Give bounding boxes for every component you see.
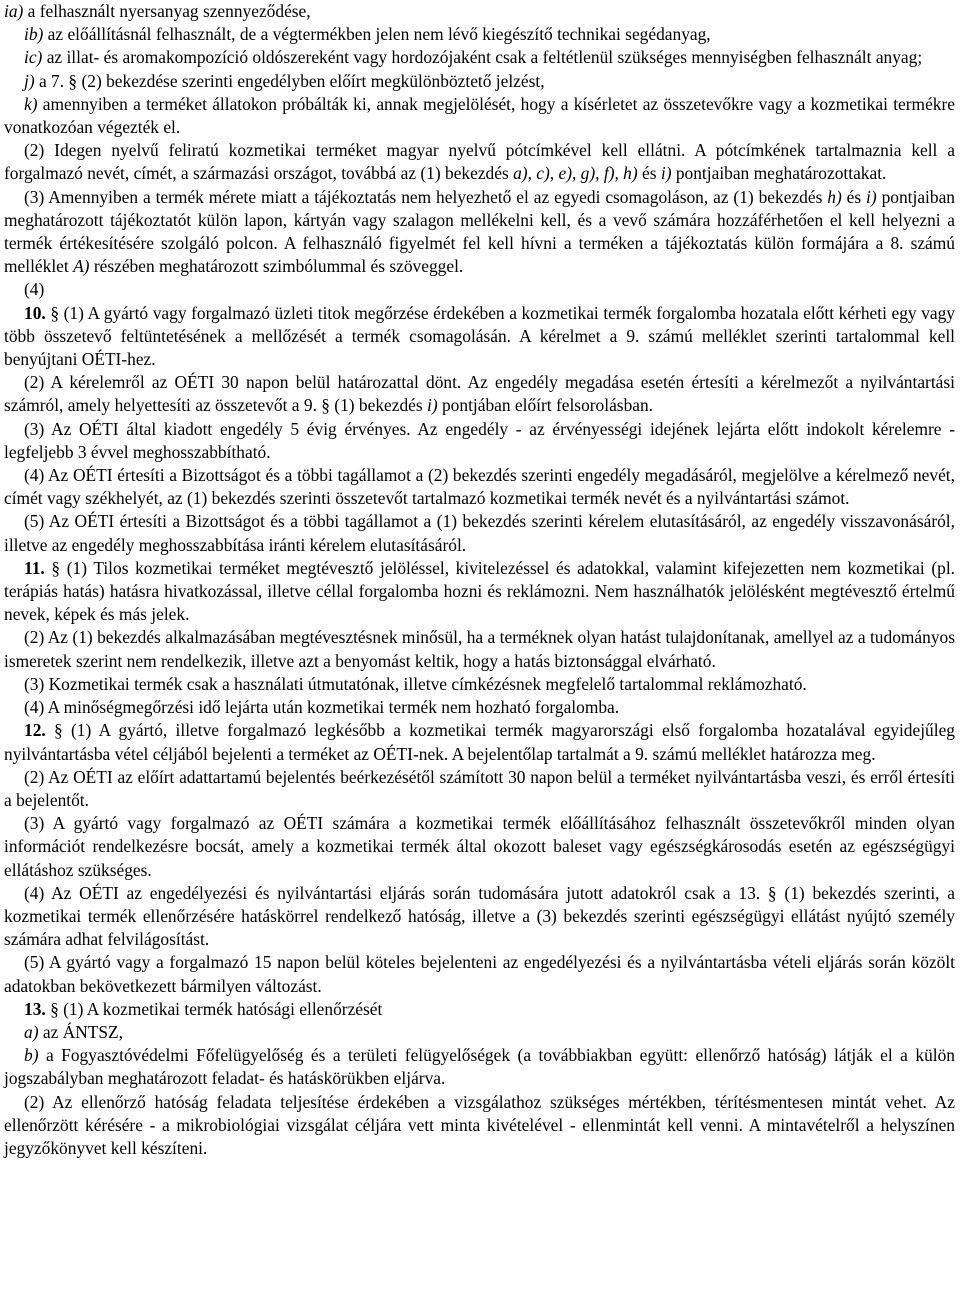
point-label: j) xyxy=(24,70,35,91)
paragraph-text: az előállításnál felhasznált, de a végtermékben jelen nem lévő kiegészítő technikai segédanyag, xyxy=(43,24,711,45)
paragraph xyxy=(4,418,955,464)
paragraph-text: § (1) Tilos kozmetikai terméket megtévesztő jelöléssel, kivitelezéssel és adatokkal, valamint kifejezetten nem kozmetikai (pl. terápiás hatás) hatásra hivatkozással, illetve céllal forgalomba hozni és reklámozni. Nem használhatók jelölésként megtévesztő értelmű nevek, képek és más jelek. xyxy=(4,557,955,625)
paragraph xyxy=(4,557,955,627)
paragraph xyxy=(4,696,955,719)
paragraph-text: pontjában előírt felsorolásban. xyxy=(437,395,654,416)
paragraph-text: (3) A gyártó vagy forgalmazó az OÉTI számára a kozmetikai termék előállításához felhasznált összetevőkről minden olyan információt rendelkezésre bocsát, amely a kozmetikai termék által okozott baleset vagy egészségkárosodás esetén az egészségügyi ellátáshoz szükséges. xyxy=(4,813,955,880)
paragraph-text: pontjaiban meghatározottakat. xyxy=(671,163,887,184)
paragraph-text: (4) Az OÉTI az engedélyezési és nyilvántartási eljárás során tudomására jutott adatokról csak a 13. § (1) bekezdés szerinti, a kozmetikai termék ellenőrzésére hatáskörrel rendelkező hatóság, illetve a (3) bekezdés szerinti egészségügyi ellátást nyújtó személy számára adhat felvilágosítást. xyxy=(4,882,955,950)
point-label: ib) xyxy=(24,24,44,45)
point-label: ia) xyxy=(4,1,24,21)
paragraph-text: (5) Az OÉTI értesíti a Bizottságot és a többi tagállamot a (1) bekezdés szerinti kérelem elutasításáról, az engedély visszavonásáról, illetve az engedély meghosszabbítása iránti kérelem elutasításáról. xyxy=(4,511,955,555)
paragraph-text: a Fogyasztóvédelmi Főfelügyelőség és a területi felügyelőségek (a továbbiakban együtt: ellenőrző hatóság) látják el a külön jogszabályban meghatározott feladat- és hatáskörükben eljárva. xyxy=(4,1045,955,1089)
paragraph xyxy=(4,1021,955,1044)
paragraph-text: az ÁNTSZ, xyxy=(38,1021,124,1042)
paragraph xyxy=(4,278,955,301)
paragraph-text: (4) xyxy=(24,279,45,300)
section-number: 12. xyxy=(24,720,46,741)
point-label: A) xyxy=(73,256,90,277)
paragraph-text: (5) A gyártó vagy a forgalmazó 15 napon belül köteles bejelenteni az engedélyezési és a nyilvántartásba vételi eljárás során közölt adatokban bekövetkezett bármilyen változást. xyxy=(4,952,955,996)
paragraph-text: részében meghatározott szimbólummal és szöveggel. xyxy=(89,256,464,277)
paragraph xyxy=(4,1091,955,1161)
paragraph xyxy=(4,464,955,510)
paragraph xyxy=(4,719,955,765)
paragraph-text: a 7. § (2) bekezdése szerinti engedélyben előírt megkülönböztető jelzést, xyxy=(34,70,545,91)
paragraph-text: § (1) A gyártó vagy forgalmazó üzleti titok megőrzése érdekében a kozmetikai termék forgalomba hozatala előtt kérheti egy vagy több összetevő feltüntetésének a mellőzését a termék csomagolásán. A kérelmet a 9. számú melléklet szerinti tartalommal kell benyújtani OÉTI-hez. xyxy=(4,302,955,370)
paragraph xyxy=(4,510,955,556)
paragraph-text: amennyiben a terméket állatokon próbálták ki, annak megjelölését, hogy a kísérletet az összetevőkre vagy a kozmetikai termékre vonatkozóan végezték el. xyxy=(4,93,955,138)
paragraph xyxy=(4,371,955,417)
paragraph xyxy=(4,302,955,372)
point-label: a) xyxy=(24,1021,39,1042)
paragraph xyxy=(4,882,955,952)
paragraph xyxy=(4,766,955,812)
point-label: h) xyxy=(827,186,842,207)
paragraph-text: § (1) A kozmetikai termék hatósági ellenőrzését xyxy=(45,998,383,1019)
section-number: 13. xyxy=(24,998,46,1019)
paragraph-text: (2) Az (1) bekezdés alkalmazásában megtévesztésnek minősül, ha a terméknek olyan hatást tulajdonítanak, amellyel az a tudományos ismeretek szerint nem rendelkezik, illetve azt a benyomást keltik, hogy a hatás biztonsággal elvárható. xyxy=(4,627,955,671)
paragraph-text: a felhasznált nyersanyag szennyeződése, xyxy=(23,1,311,21)
point-label: i) xyxy=(660,163,672,184)
paragraph xyxy=(4,626,955,672)
paragraph xyxy=(4,46,955,69)
paragraph-text: (4) Az OÉTI értesíti a Bizottságot és a többi tagállamot a (2) bekezdés szerinti engedély megadásáról, megjelölve a kérelmező nevét, címét vagy székhelyét, az (1) bekezdés szerinti összetevőt tartalmazó kozmetikai termék nevét és a nyilvántartási számot. xyxy=(4,465,955,509)
paragraph-text: és xyxy=(637,163,661,184)
paragraph-text: (2) Idegen nyelvű feliratú kozmetikai terméket magyar nyelvű pótcímkével kell ellátni. A pótcímkének tartalmaznia kell a forgalmazó nevét, címét, a származási országot, továbbá az (1) bekezdés xyxy=(4,140,955,184)
paragraph xyxy=(4,673,955,696)
paragraph xyxy=(4,23,955,46)
paragraph-text: (3) Kozmetikai termék csak a használati útmutatónak, illetve címkézésnek megfelelő tartalommal reklámozható. xyxy=(24,673,807,694)
paragraph xyxy=(4,812,955,882)
point-label: k) xyxy=(24,93,38,114)
paragraph-text: (3) Az OÉTI által kiadott engedély 5 évig érvényes. Az engedély - az érvényességi idejének lejárta előtt indokolt kérelemre - legfeljebb 3 évvel meghosszabbítható. xyxy=(4,418,955,462)
paragraph-text: (2) Az OÉTI az előírt adattartamú bejelentés beérkezésétől számított 30 napon belül a terméket nyilvántartásba veszi, és erről értesíti a bejelentőt. xyxy=(4,766,955,810)
paragraph-text: (4) A minőségmegőrzési idő lejárta után kozmetikai termék nem hozható forgalomba. xyxy=(24,697,620,718)
paragraph xyxy=(4,951,955,997)
paragraph xyxy=(4,1044,955,1090)
point-label: b) xyxy=(24,1045,39,1066)
point-label: a), c), e), g), f), h) xyxy=(513,163,638,184)
section-number: 11. xyxy=(24,557,45,578)
section-number: 10. xyxy=(24,302,46,323)
paragraph xyxy=(4,139,955,185)
paragraph xyxy=(4,186,955,279)
paragraph-text: pontjaiban meghatározott tájékoztatót külön lapon, kártyán vagy szalagon mellékelni kell, és a vevő számára hozzáférhetően el kell helyezni a termék értékesítésére szolgáló polcon. A felhasználó figyelmét fel kell hívni a terméken a tájékoztatás külön formájára a 8. számú melléklet xyxy=(4,186,955,277)
point-label: i) xyxy=(427,395,438,416)
paragraph-text: § (1) A gyártó, illetve forgalmazó legkésőbb a kozmetikai termék magyarországi első forgalomba hozatalával egyidejűleg nyilvántartásba vétel céljából bejelenti a terméket az OÉTI-nek. A bejelentőlap tartalmát a 9. számú melléklet határozza meg. xyxy=(4,720,955,764)
point-label: i) xyxy=(866,186,877,207)
paragraph xyxy=(4,70,955,93)
paragraph xyxy=(4,998,955,1021)
paragraph-text: és xyxy=(841,186,867,207)
paragraph-text: (2) A kérelemről az OÉTI 30 napon belül határozattal dönt. Az engedély megadása esetén értesíti a kérelmezőt a nyilvántartási számról, amely helyettesíti az összetevőt a 9. § (1) bekezdés xyxy=(4,372,955,416)
paragraph-text: az illat- és aromakompozíció oldószereként vagy hordozójaként csak a feltétlenül szükséges mennyiségben felhasznált anyag; xyxy=(42,47,923,68)
paragraph xyxy=(4,93,955,139)
point-label: ic) xyxy=(24,47,43,68)
paragraph xyxy=(4,0,955,23)
paragraph-text: (2) Az ellenőrző hatóság feladata teljesítése érdekében a vizsgálathoz szükséges mértékben, térítésmentesen mintát vehet. Az ellenőrzött kérésére - a mikrobiológiai vizsgálat céljára vett minta kivételével - ellenmintát kell venni. A mintavételről a helyszínen jegyzőkönyvet kell készíteni. xyxy=(4,1091,955,1158)
paragraph-text: (3) Amennyiben a termék mérete miatt a tájékoztatás nem helyezhető el az egyedi csomagoláson, az (1) bekezdés xyxy=(24,186,828,207)
